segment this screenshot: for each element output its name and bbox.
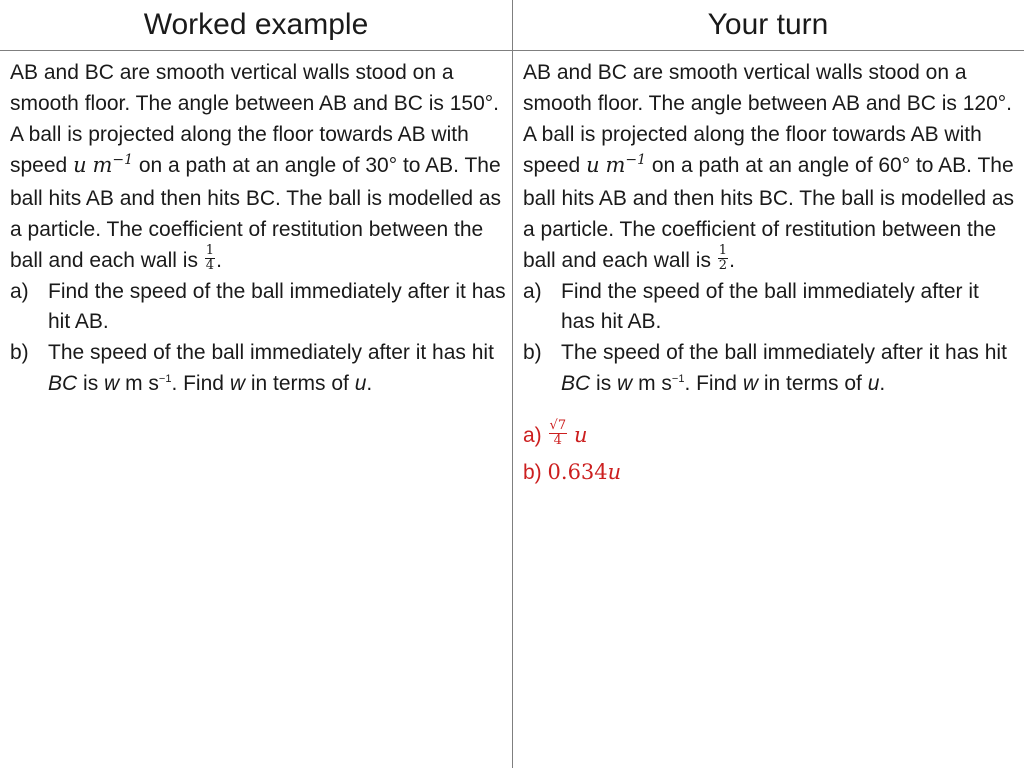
part-b-text: [561, 338, 1018, 403]
worked-example-question: [10, 58, 506, 403]
answer-b-label: b): [523, 460, 542, 484]
answer-b: [523, 454, 1018, 491]
part-a-text: Find the speed of the ball immediately after it has hit AB.: [561, 279, 979, 334]
part-b-text: [48, 338, 506, 403]
part-b-is: is: [596, 371, 612, 395]
part-b-w: w: [104, 371, 120, 395]
restitution-fraction: [205, 244, 215, 273]
period: .: [216, 248, 222, 272]
speed-exponent: −1: [625, 152, 646, 169]
part-a-text: Find the speed of the ball immediately after it has hit AB.: [48, 279, 506, 334]
your-turn-column: [512, 0, 1024, 768]
fraction-denominator: 4: [205, 257, 215, 273]
part-b: [523, 338, 1018, 403]
answer-a-variable: u: [573, 422, 588, 447]
fraction-numerator: 1: [205, 242, 215, 258]
part-b-terms: in terms of: [763, 371, 862, 395]
speed-variable: u: [586, 153, 600, 178]
your-turn-question: [523, 58, 1018, 491]
answer-a-numerator: √7: [549, 417, 567, 433]
answer-a: [523, 417, 1018, 454]
answer-b-value: 0.634: [547, 459, 608, 484]
part-b-w2: w: [742, 371, 758, 395]
part-b-unit: m s: [125, 371, 159, 395]
part-a: [523, 277, 1018, 339]
part-b: [10, 338, 506, 403]
answer-b-variable: u: [607, 459, 622, 484]
part-b-find: . Find: [171, 371, 224, 395]
question-text: AB and BC are smooth vertical walls stood on a smooth floor. The angle between AB and BC is 120°. A ball is projected along the floor towards AB with speed: [523, 61, 1012, 178]
part-b-w2: w: [229, 371, 245, 395]
part-a-label: a): [10, 279, 29, 303]
your-turn-header: Your turn: [707, 8, 829, 41]
speed-exponent: −1: [112, 152, 133, 169]
speed-unit: m: [605, 153, 626, 178]
answer-a-label: a): [523, 423, 542, 447]
part-b-label: b): [10, 341, 29, 365]
restitution-fraction: [718, 244, 728, 273]
question-text-continued: on a path at an angle of 30° to AB. The ball hits AB and then hits BC. The ball is modelled as a particle. The coefficient of restitution between the ball and each wall is: [10, 154, 502, 272]
fraction-denominator: 2: [718, 257, 728, 273]
question-text: AB and BC are smooth vertical walls stood on a smooth floor. The angle between AB and BC is 150°. A ball is projected along the floor towards AB with speed: [10, 61, 499, 178]
part-b-end: .: [366, 371, 373, 395]
fraction-numerator: 1: [718, 242, 728, 258]
part-b-exp: −1: [671, 372, 685, 385]
period: .: [729, 248, 735, 272]
answers: [523, 417, 1018, 491]
part-a-label: a): [523, 279, 542, 303]
part-a: [10, 277, 506, 339]
question-text-continued: on a path at an angle of 60° to AB. The ball hits AB and then hits BC. The ball is modelled as a particle. The coefficient of restitution between the ball and each wall is: [523, 154, 1015, 272]
part-b-is: is: [83, 371, 99, 395]
part-b-end: .: [879, 371, 886, 395]
answer-a-fraction: [549, 419, 568, 448]
part-b-u: u: [867, 371, 880, 395]
part-b-label: b): [523, 341, 542, 365]
worked-example-header: Worked example: [143, 8, 369, 41]
answer-a-denominator: 4: [553, 432, 562, 448]
part-b-pre: The speed of the ball immediately after it has hit: [561, 341, 1007, 365]
part-b-bc: BC: [561, 371, 591, 395]
part-b-bc: BC: [48, 371, 78, 395]
part-b-find: . Find: [684, 371, 737, 395]
speed-variable: u: [73, 153, 87, 178]
part-b-exp: −1: [158, 372, 172, 385]
speed-unit: m: [92, 153, 113, 178]
part-b-terms: in terms of: [250, 371, 349, 395]
part-b-u: u: [354, 371, 367, 395]
part-b-unit: m s: [638, 371, 672, 395]
part-b-w: w: [617, 371, 633, 395]
part-b-pre: The speed of the ball immediately after it has hit: [48, 341, 494, 365]
